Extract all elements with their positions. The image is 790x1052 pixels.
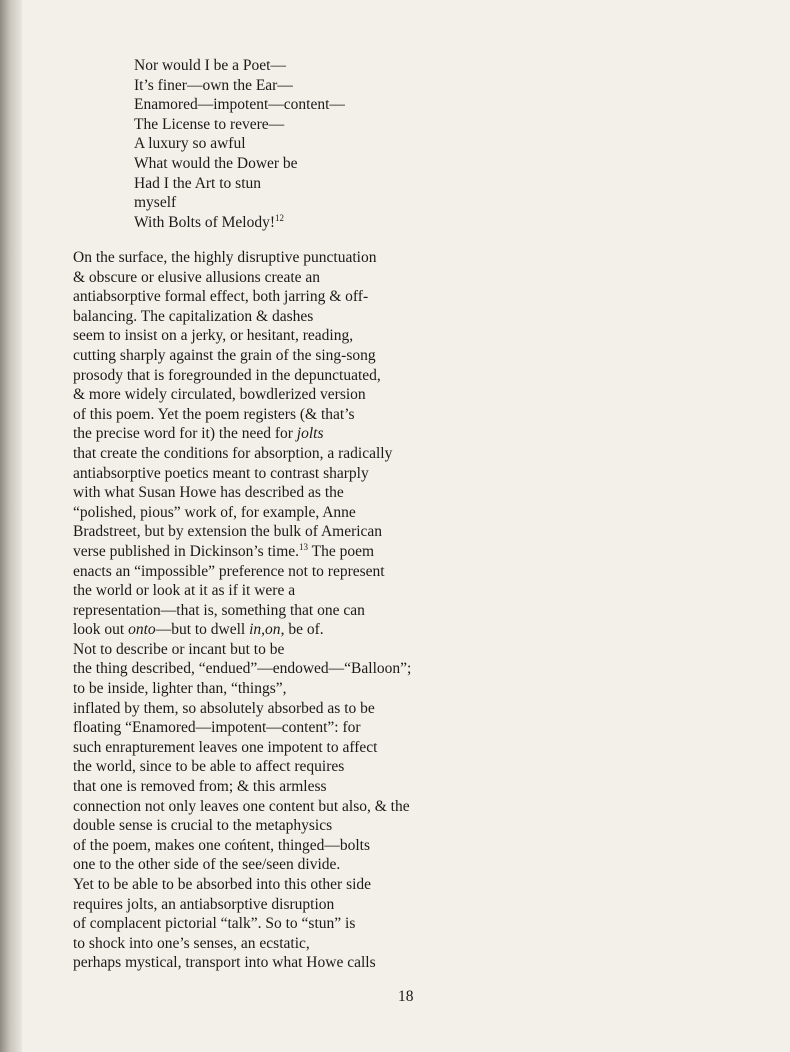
prose-block [73, 248, 493, 973]
prose-line: “polished, pious” work of, for example, Anne [73, 503, 356, 521]
prose-line: of complacent pictorial “talk”. So to “stun” is [73, 915, 356, 933]
prose-line: & obscure or elusive allusions create an [73, 268, 321, 286]
italic-jolts: jolts [296, 425, 324, 443]
prose-line: & more widely circulated, bowdlerized version [73, 386, 366, 404]
prose-line: floating “Enamored—impotent—content”: for [73, 719, 361, 737]
poem-line: A luxury so awful [134, 135, 246, 153]
prose-line [73, 424, 493, 444]
prose-line: double sense is crucial to the metaphysics [73, 817, 333, 835]
prose-text: look out [73, 621, 129, 639]
prose-line: cutting sharply against the grain of the sing-song [73, 346, 376, 364]
footnote-ref-13: 13 [299, 541, 309, 552]
prose-line [73, 620, 493, 640]
footnote-ref-12: 12 [275, 212, 285, 223]
prose-line: to be inside, lighter than, “things”, [73, 680, 287, 698]
poem-line: myself [134, 194, 177, 212]
poem-line: The License to revere— [134, 115, 285, 133]
prose-line: of the poem, makes one cońtent, thinged—bolts [73, 836, 371, 854]
prose-line: antiabsorptive poetics meant to contrast sharply [73, 464, 369, 482]
prose-line: the world, since to be able to affect requires [73, 758, 345, 776]
page-number: 18 [398, 988, 414, 1005]
page-gutter-shadow [0, 0, 22, 1052]
poem-line: Enamored—impotent—content— [134, 96, 345, 114]
poem-line: It’s finer—own the Ear— [134, 76, 293, 94]
poem-line: Nor would I be a Poet— [134, 57, 286, 74]
prose-line: such enrapturement leaves one impotent to affect [73, 738, 378, 756]
prose-line: to shock into one’s senses, an ecstatic, [73, 934, 310, 952]
prose-line: Bradstreet, but by extension the bulk of American [73, 523, 383, 541]
prose-line: prosody that is foregrounded in the depunctuated, [73, 366, 381, 384]
poem-block [134, 56, 345, 232]
poem-line-last [134, 213, 345, 233]
prose-line: seem to insist on a jerky, or hesitant, reading, [73, 327, 354, 345]
prose-line: balancing. The capitalization & dashes [73, 307, 314, 325]
prose-text: verse published in Dickinson’s time. [73, 542, 300, 560]
italic-in-on: in,on [249, 621, 281, 639]
poem-line-text: With Bolts of Melody! [134, 213, 276, 231]
prose-line: one to the other side of the see/seen divide. [73, 856, 341, 874]
prose-text: , be of. [280, 621, 324, 639]
prose-line: that one is removed from; & this armless [73, 778, 327, 796]
prose-text: The poem [308, 542, 375, 560]
prose-line: the thing described, “endued”—endowed—“Balloon”; [73, 660, 412, 678]
prose-line: connection not only leaves one content but also, & the [73, 797, 410, 815]
italic-onto: onto [128, 621, 156, 639]
prose-line: perhaps mystical, transport into what Howe calls [73, 954, 376, 972]
prose-line: antiabsorptive formal effect, both jarring & off- [73, 288, 369, 306]
prose-line [73, 542, 493, 562]
prose-text: the precise word for it) the need for [73, 425, 297, 443]
prose-line: representation—that is, something that one can [73, 601, 365, 619]
prose-line: that create the conditions for absorption, a radically [73, 444, 393, 462]
prose-line: Not to describe or incant but to be [73, 640, 285, 658]
prose-line: Yet to be able to be absorbed into this other side [73, 876, 372, 893]
prose-line: inflated by them, so absolutely absorbed as to be [73, 699, 375, 717]
prose-text: —but to dwell [155, 621, 250, 639]
prose-line: the world or look at it as if it were a [73, 582, 296, 600]
prose-line: enacts an “impossible” preference not to represent [73, 562, 385, 580]
prose-line: of this poem. Yet the poem registers (& that’s [73, 405, 355, 423]
poem-line: What would the Dower be [134, 154, 298, 172]
prose-line: requires jolts, an antiabsorptive disruption [73, 895, 335, 913]
poem-line: Had I the Art to stun [134, 174, 261, 192]
prose-line: On the surface, the highly disruptive punctuation [73, 249, 377, 266]
prose-line: with what Susan Howe has described as the [73, 484, 344, 502]
